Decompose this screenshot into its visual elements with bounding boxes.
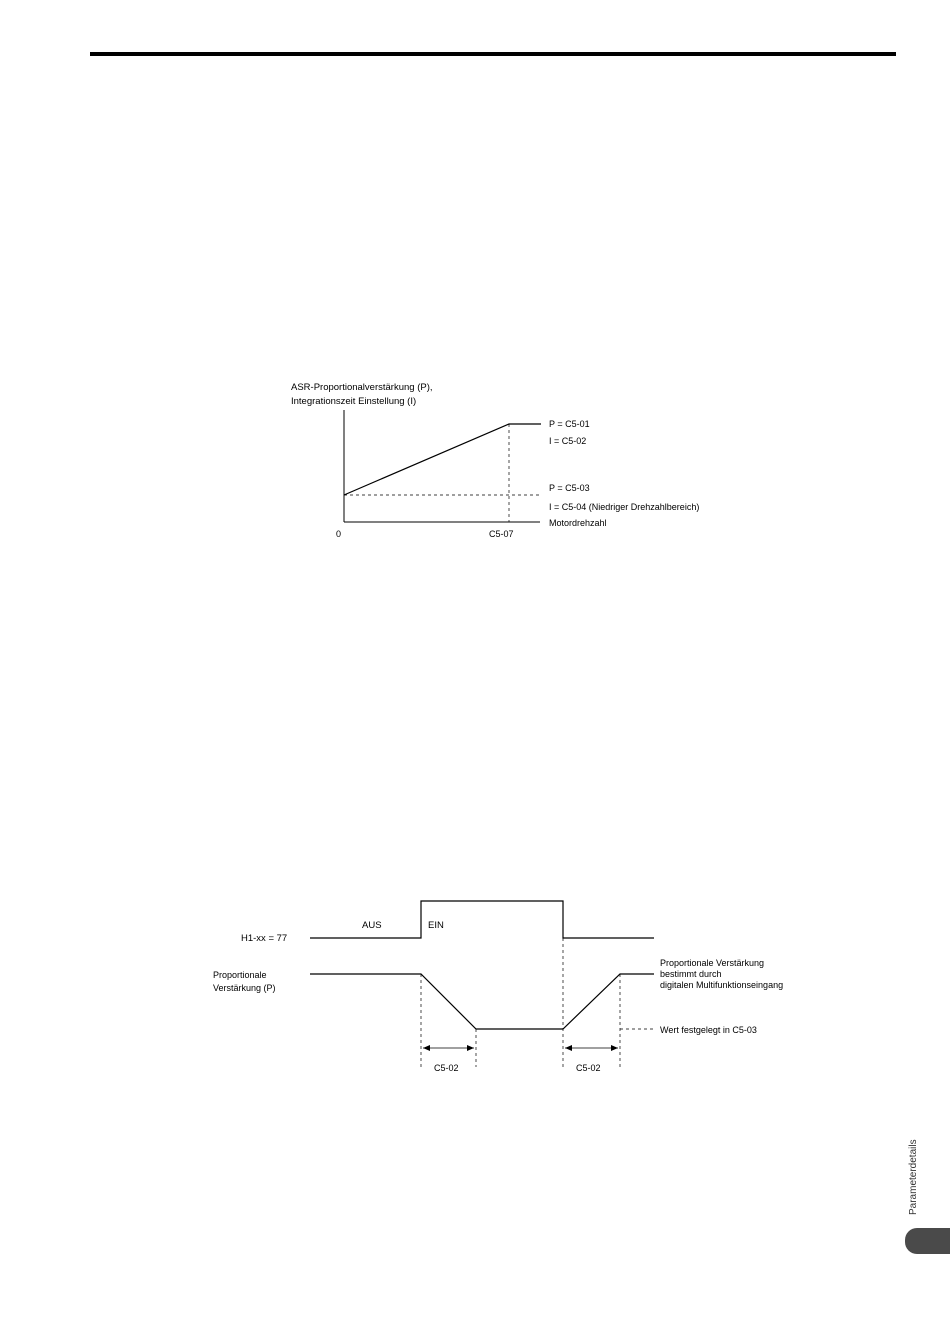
gain-curve: [344, 424, 541, 495]
figure-gain-switching: [213, 901, 783, 1073]
interval-left-label: C5-02: [434, 1063, 459, 1073]
figure-asr-gain: [291, 382, 699, 539]
right-label-line2: bestimmt durch: [660, 969, 722, 979]
y-axis-title-line1: ASR-Proportionalverstärkung (P),: [291, 382, 433, 393]
upper-i-label: I = C5-02: [549, 436, 587, 446]
section-tab: [905, 1228, 950, 1254]
y-axis-title-line2: Integrationszeit Einstellung (I): [291, 396, 417, 407]
signal-label: H1-xx = 77: [241, 933, 288, 944]
section-side-label: Parameterdetails: [908, 1139, 919, 1215]
value-label: Wert festgelegt in C5-03: [660, 1025, 757, 1035]
upper-p-label: P = C5-01: [549, 419, 590, 429]
lower-p-label: P = C5-03: [549, 483, 590, 493]
right-label-line1: Proportionale Verstärkung: [660, 958, 765, 968]
state-on-label: EIN: [428, 920, 444, 931]
lower-i-label: I = C5-04 (Niedriger Drehzahlbereich): [549, 502, 700, 512]
x-tick-zero: 0: [336, 529, 342, 539]
gain-label-line1: Proportionale: [213, 970, 267, 980]
proportional-gain-curve: [310, 974, 654, 1029]
interval-right-label: C5-02: [576, 1063, 601, 1073]
gain-label-line2: Verstärkung (P): [213, 983, 276, 993]
x-tick-c507: C5-07: [489, 529, 514, 539]
right-label-line3: digitalen Multifunktionseingang: [660, 980, 784, 990]
state-off-label: AUS: [362, 920, 382, 931]
x-axis-label: Motordrehzahl: [549, 518, 607, 528]
